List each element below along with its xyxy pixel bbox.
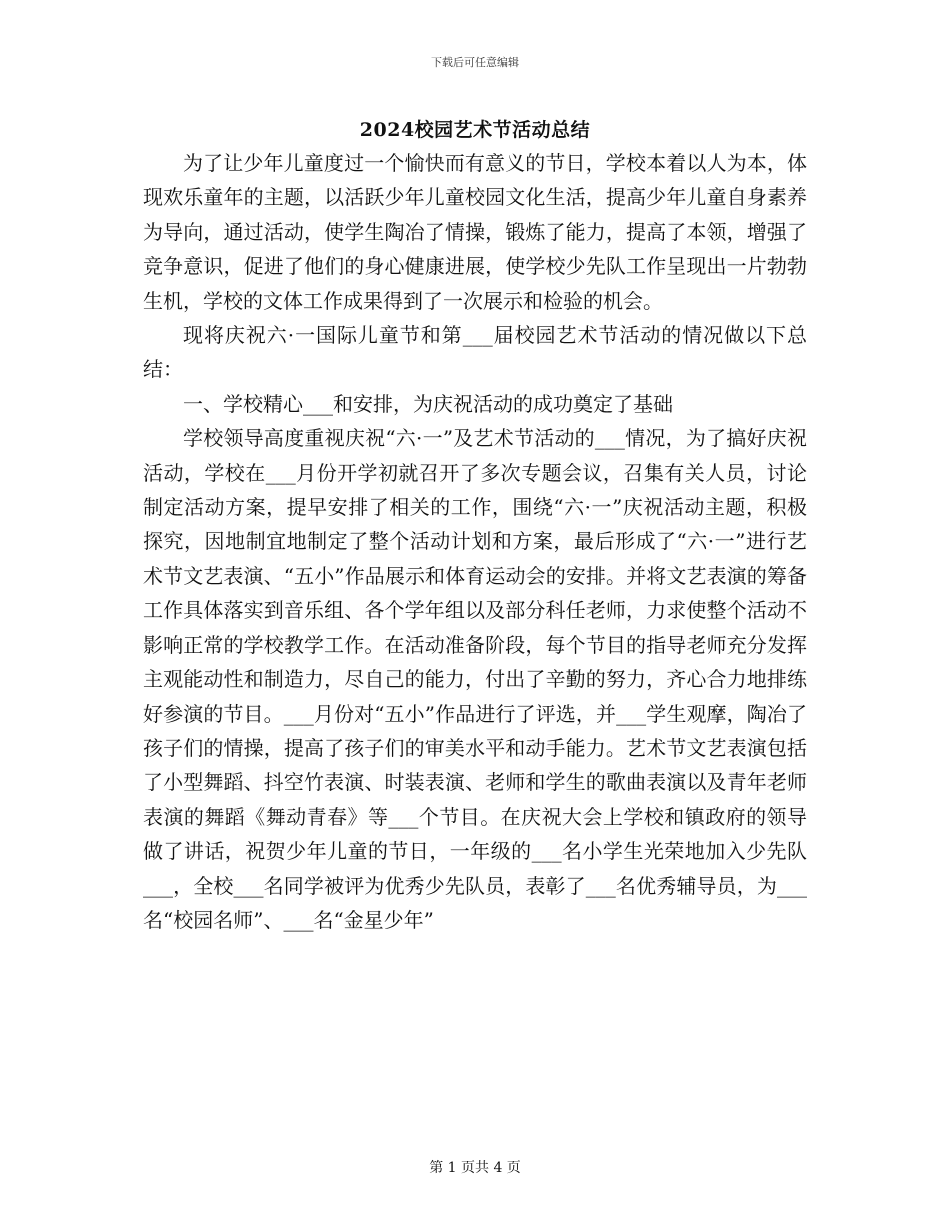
document-body — [143, 146, 807, 937]
header-note: 下载后可任意编辑 — [431, 56, 519, 69]
paragraph-summary-lead: 现将庆祝六·一国际儿童节和第___届校园艺术节活动的情况做以下总结： — [143, 323, 807, 382]
document-title: 2024校园艺术节活动总结 — [359, 119, 591, 141]
section-heading-1: 一、学校精心___和安排，为庆祝活动的成功奠定了基础 — [183, 391, 673, 416]
page-number: 第 1 页共 4 页 — [429, 1160, 521, 1176]
paragraph-section-1: 学校领导高度重视庆祝“六·一”及艺术节活动的___情况，为了搞好庆祝活动，学校在___月份开学初就召开了多次专题会议，召集有关人员，讨论制定活动方案，提早安排了相关的工作，围绕“六·一”庆祝活动主题，积极探究，因地制宜地制定了整个活动计划和方案，最后形成了“六·一”进行艺术节文艺表演、“五小”作品展示和体育运动会的安排。并将文艺表演的筹备工作具体落实到音乐组、各个学年组以及部分科任老师，力求使整个活动不影响正常的学校教学工作。在活动准备阶段，每个节目的指导老师充分发挥主观能动性和制造力，尽自己的能力，付出了辛勤的努力，齐心合力地排练好参演的节目。___月份对“五小”作品进行了评选，并___学生观摩，陶冶了孩子们的情操，提高了孩子们的审美水平和动手能力。艺术节文艺表演包括了小型舞蹈、抖空竹表演、时装表演、老师和学生的歌曲表演以及青年老师表演的舞蹈《舞动青春》等___个节目。在庆祝大会上学校和镇政府的领导做了讲话，祝贺少年儿童的节日，一年级的___名小学生光荣地加入少先队___，全校___名同学被评为优秀少先队员，表彰了___名优秀辅导员，为___名“校园名师”、___名“金星少年” — [143, 426, 807, 932]
paragraph-intro: 为了让少年儿童度过一个愉快而有意义的节日，学校本着以人为本，体现欢乐童年的主题，以活跃少年儿童校园文化生活，提高少年儿童自身素养为导向，通过活动，使学生陶冶了情操，锻炼了能力，提高了本领，增强了竞争意识，促进了他们的身心健康进展，使学校少先队工作呈现出一片勃勃生机，学校的文体工作成果得到了一次展示和检验的机会。 — [143, 151, 807, 313]
